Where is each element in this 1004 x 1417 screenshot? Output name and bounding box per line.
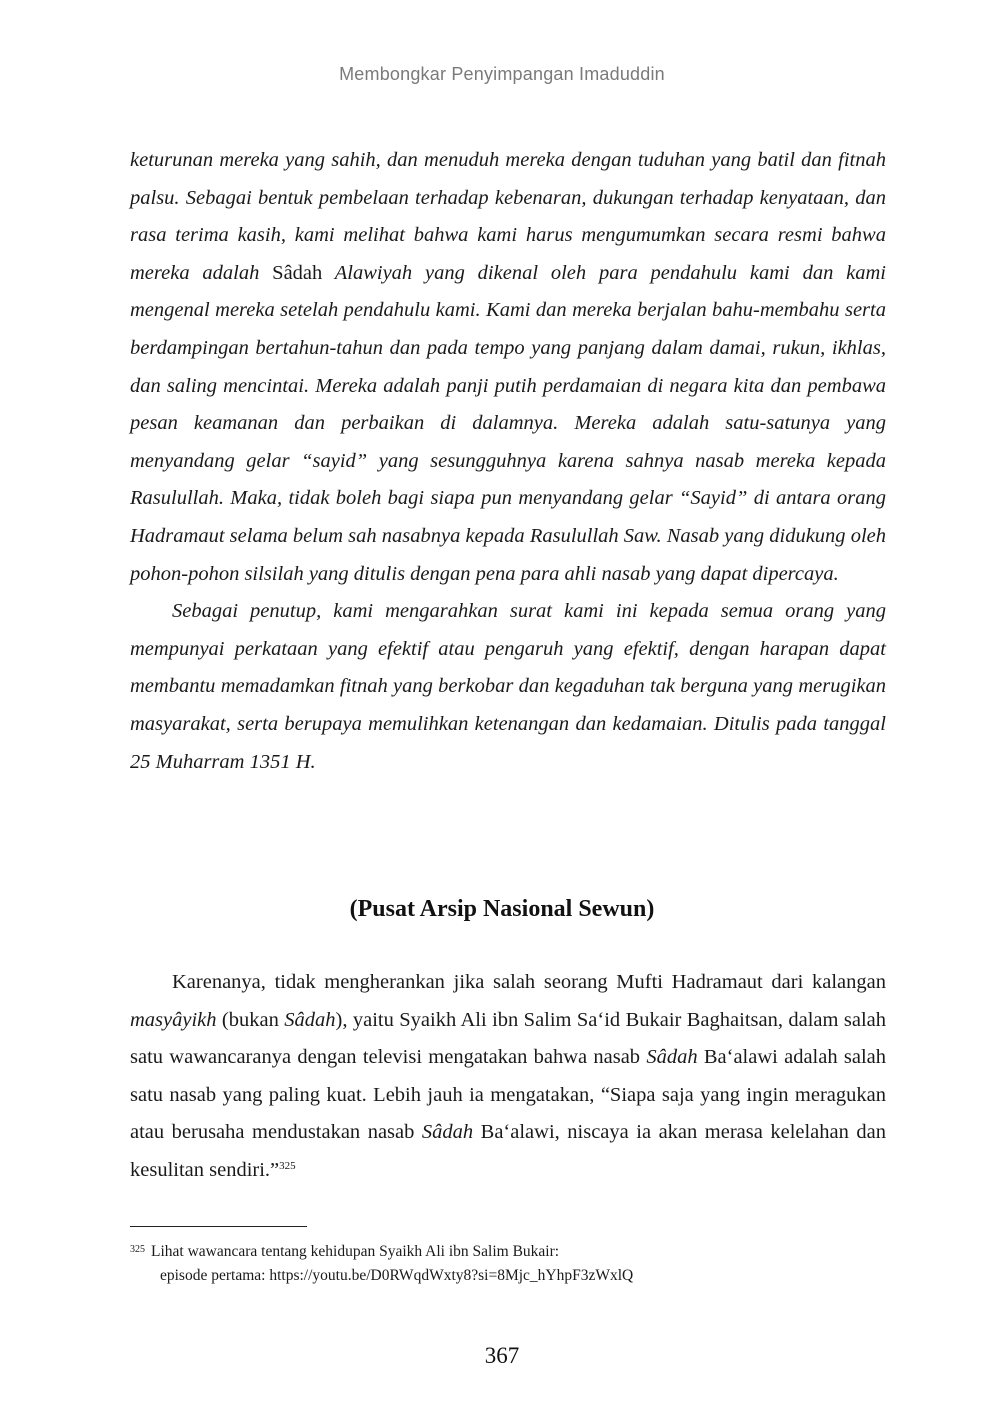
footnote-text: Lihat wawancara tentang kehidupan Syaikh Ali ibn Salim Bukair:	[151, 1243, 560, 1260]
footnote-reference[interactable]: 325	[279, 1159, 296, 1172]
term-sadah: Sâdah	[421, 1121, 474, 1144]
term-sadah: Sâdah	[284, 1008, 336, 1031]
footnote-line-2: episode pertama: https://youtu.be/D0RWqdWxty8?si=8Mjc_hYhpF3zWxlQ	[160, 1267, 634, 1284]
footnote-number: 325	[130, 1244, 145, 1255]
section-heading: (Pusat Arsip Nasional Sewun)	[349, 896, 655, 922]
page-number: 367	[484, 1343, 520, 1368]
quoted-letter	[130, 142, 886, 781]
term-masyayikh: masyâyikh	[130, 1008, 217, 1031]
footnote-link[interactable]: https://youtu.be/D0RWqdWxty8?si=8Mjc_hYhpF3zWxlQ	[269, 1267, 634, 1284]
quoted-paragraph-1: keturunan mereka yang sahih, dan menuduh mereka dengan tuduhan yang batil dan fitnah palsu. Sebagai bentuk pembelaan terhadap kebenaran, dukungan terhadap kenyataan, dan rasa terima kasih, kami melihat bahwa kami harus mengumumkan secara resmi bahwa mereka adalah Sâdah Alawiyah yang dikenal oleh para pendahulu kami dan kami mengenal mereka setelah pendahulu kami. Kami dan mereka berjalan bahu-membahu serta berdampingan bertahun-tahun dan pada tempo yang panjang dalam damai, rukun, ikhlas, dan saling mencintai. Mereka adalah panji putih perdamaian di negara kita dan pembawa pesan keamanan dan perbaikan di dalamnya. Mereka adalah satu-satunya yang menyandang gelar “sayid” yang sesungguhnya karena sahnya nasab mereka kepada Rasulullah. Maka, tidak boleh bagi siapa pun menyandang gelar “Sayid” di antara orang Hadramaut selama belum sah nasabnya kepada Rasulullah Saw. Nasab yang didukung oleh pohon-pohon silsilah yang ditulis dengan pena para ahli nasab yang dapat dipercaya.	[130, 149, 886, 585]
running-header: Membongkar Penyimpangan Imaduddin	[339, 64, 665, 84]
term-sadah: Sâdah	[272, 261, 323, 284]
term-sadah: Sâdah	[646, 1046, 698, 1069]
body-paragraph-1: Karenanya, tidak mengherankan jika salah seorang Mufti Hadramaut dari kalangan masyâyikh (bukan Sâdah), yaitu Syaikh Ali ibn Salim Sa‘id Bukair Baghaitsan, dalam salah satu wawancaranya dengan televisi mengatakan bahwa nasab Sâdah Ba‘alawi adalah salah satu nasab yang paling kuat. Lebih jauh ia mengatakan, “Siapa saja yang ingin meragukan atau berusaha mendustakan nasab Sâdah Ba‘alawi, niscaya ia akan merasa kelelahan dan kesulitan sendiri.”$^{325}$	[130, 971, 886, 1181]
body-text	[130, 964, 886, 1190]
footnote-divider	[130, 1226, 307, 1227]
quoted-paragraph-2: Sebagai penutup, kami mengarahkan surat kami ini kepada semua orang yang mempunyai perkataan yang efektif atau pengaruh yang efektif, dengan harapan dapat membantu memadamkan fitnah yang berkobar dan kegaduhan tak berguna yang merugikan masyarakat, serta berupaya memulihkan ketenangan dan kedamaian. Ditulis pada tanggal 25 Muharram 1351 H.	[130, 600, 886, 773]
footnote-325	[130, 1240, 890, 1288]
